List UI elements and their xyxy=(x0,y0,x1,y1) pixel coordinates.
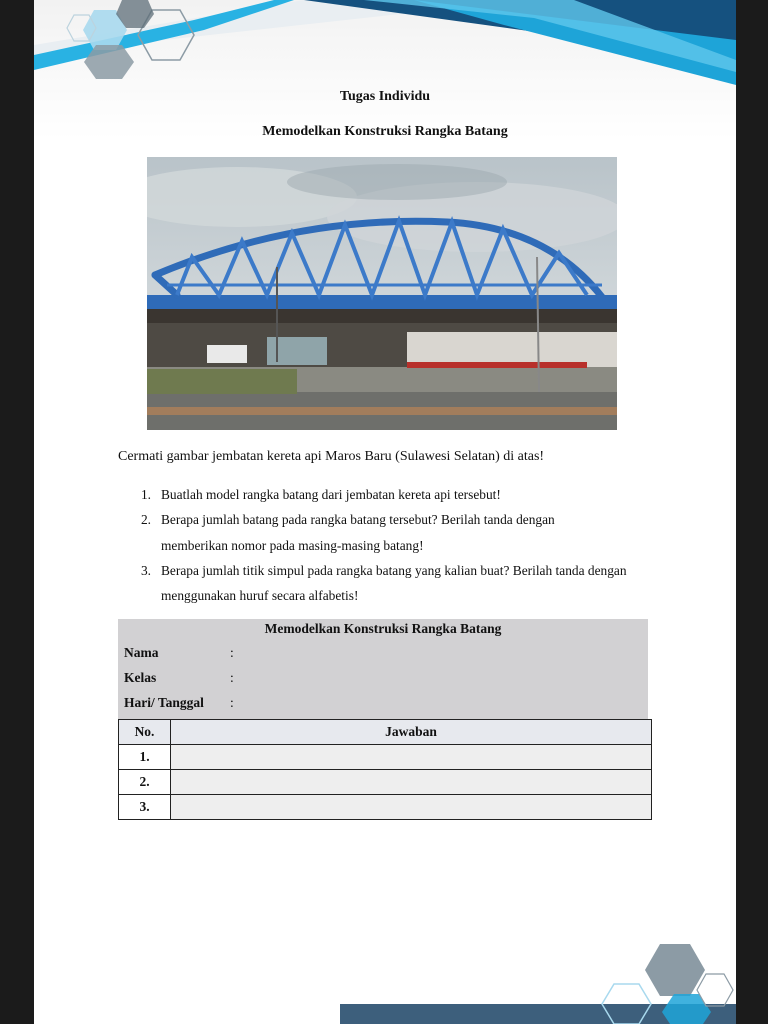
list-item xyxy=(118,482,658,507)
header-decoration xyxy=(34,0,736,140)
table-row xyxy=(119,795,652,820)
form-title: Memodelkan Konstruksi Rangka Batang xyxy=(264,621,502,636)
class-label: Kelas xyxy=(124,670,157,685)
bridge-photo xyxy=(147,157,617,430)
hexagon-shape xyxy=(645,944,705,996)
row-number: 2. xyxy=(119,770,171,795)
table-row xyxy=(119,770,652,795)
question-list xyxy=(118,482,658,608)
footer-decoration xyxy=(34,934,736,1024)
question-number: 2. xyxy=(140,512,151,528)
instruction-text: Cermati gambar jembatan kereta api Maros Baru (Sulawesi Selatan) di atas! xyxy=(118,449,545,464)
question-text: Berapa jumlah titik simpul pada rangka batang yang kalian buat? Berilah tanda dengan menggunakan huruf secara alfabetis! xyxy=(161,562,627,604)
question-number: 1. xyxy=(140,487,151,502)
hexagon-shape xyxy=(662,994,711,1024)
name-field[interactable]: : xyxy=(230,645,234,660)
document-title: Tugas Individu xyxy=(339,89,431,104)
answer-cell[interactable] xyxy=(171,770,652,795)
table-row xyxy=(119,745,652,770)
answer-cell[interactable] xyxy=(171,795,652,820)
list-item xyxy=(118,507,658,558)
header-no: No. xyxy=(119,720,171,745)
question-text: Buatlah model rangka batang dari jembatan kereta api tersebut! xyxy=(161,487,501,502)
answer-table xyxy=(118,719,652,820)
class-field[interactable]: : xyxy=(230,670,234,685)
date-label: Hari/ Tanggal xyxy=(124,695,204,710)
date-field[interactable]: : xyxy=(230,695,234,710)
question-number: 3. xyxy=(140,562,151,578)
list-item xyxy=(118,558,658,609)
question-text: Berapa jumlah batang pada rangka batang tersebut? Berilah tanda dengan memberikan nomor pada masing-masing batang! xyxy=(161,512,555,553)
answer-cell[interactable] xyxy=(171,745,652,770)
document-subtitle: Memodelkan Konstruksi Rangka Batang xyxy=(262,124,508,139)
row-number: 1. xyxy=(119,745,171,770)
worksheet-page xyxy=(34,0,736,1024)
row-number: 3. xyxy=(119,795,171,820)
student-info-box xyxy=(118,619,648,719)
name-label: Nama xyxy=(124,645,159,660)
table-header-row xyxy=(119,720,652,745)
header-answer: Jawaban xyxy=(171,720,652,745)
